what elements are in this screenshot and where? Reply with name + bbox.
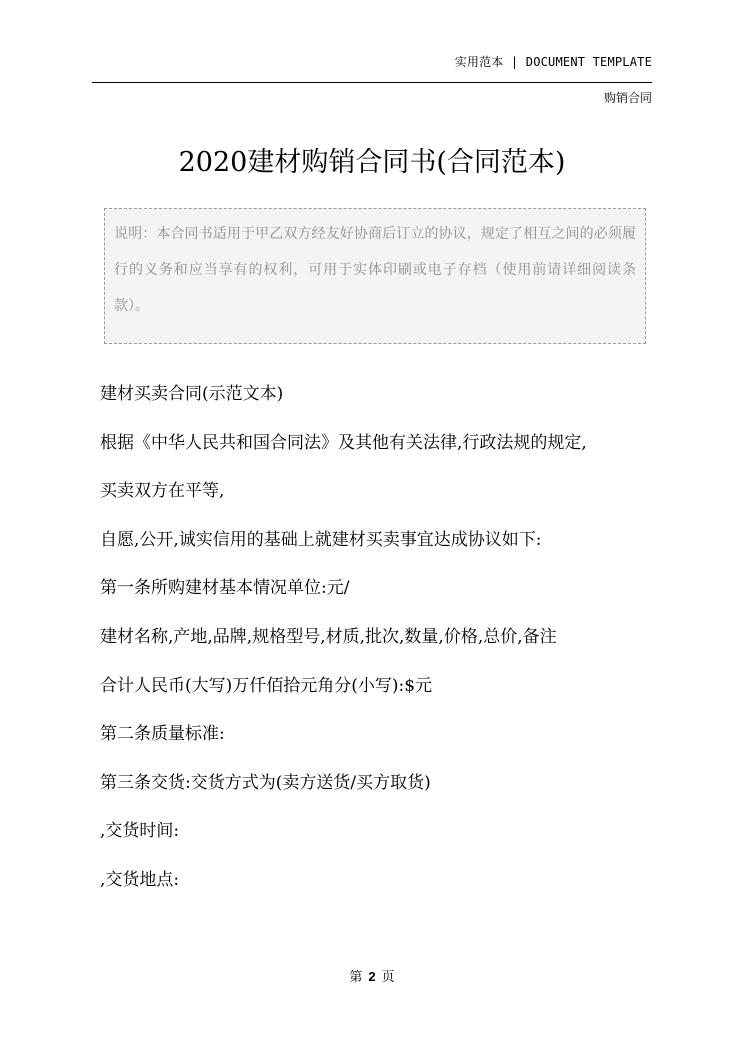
body-line: 买卖双方在平等, — [100, 481, 225, 502]
body-line: 合计人民币(大写)万仟佰拾元角分(小写):$元 — [100, 675, 433, 696]
page-footer — [0, 966, 744, 985]
note-box — [104, 208, 646, 344]
body-line: 建材买卖合同(示范文本) — [100, 384, 284, 404]
contract-body — [100, 376, 660, 911]
body-line: 根据《中华人民共和国合同法》及其他有关法律,行政法规的规定, — [100, 432, 587, 453]
header-doc-template-label: 实用范本 | DOCUMENT TEMPLATE — [454, 55, 652, 69]
body-line: 第三条交货:交货方式为(卖方送货/买方取货) — [100, 772, 431, 793]
body-line: 第一条所购建材基本情况单位:元/ — [100, 578, 350, 599]
header-category-label: 购销合同 — [603, 91, 652, 105]
body-line: ,交货地点: — [100, 869, 180, 890]
body-line: 建材名称,产地,品牌,规格型号,材质,批次,数量,价格,总价,备注 — [100, 626, 557, 647]
document-title: 2020建材购销合同书(合同范本) — [178, 147, 566, 178]
body-line: ,交货时间: — [100, 821, 180, 842]
header-divider — [92, 82, 652, 83]
note-text: 说明：本合同书适用于甲乙双方经友好协商后订立的协议，规定了相互之间的必须履行的义务和应当享有的权利，可用于实体印刷或电子存档（使用前请详细阅读条款）。 — [114, 226, 636, 314]
body-line: 自愿,公开,诚实信用的基础上就建材买卖事宜达成协议如下: — [100, 529, 542, 550]
page-suffix: 页 — [381, 970, 395, 985]
body-line: 第二条质量标准: — [100, 724, 225, 745]
page-number: 2 — [368, 969, 376, 984]
page-prefix: 第 — [349, 970, 363, 985]
